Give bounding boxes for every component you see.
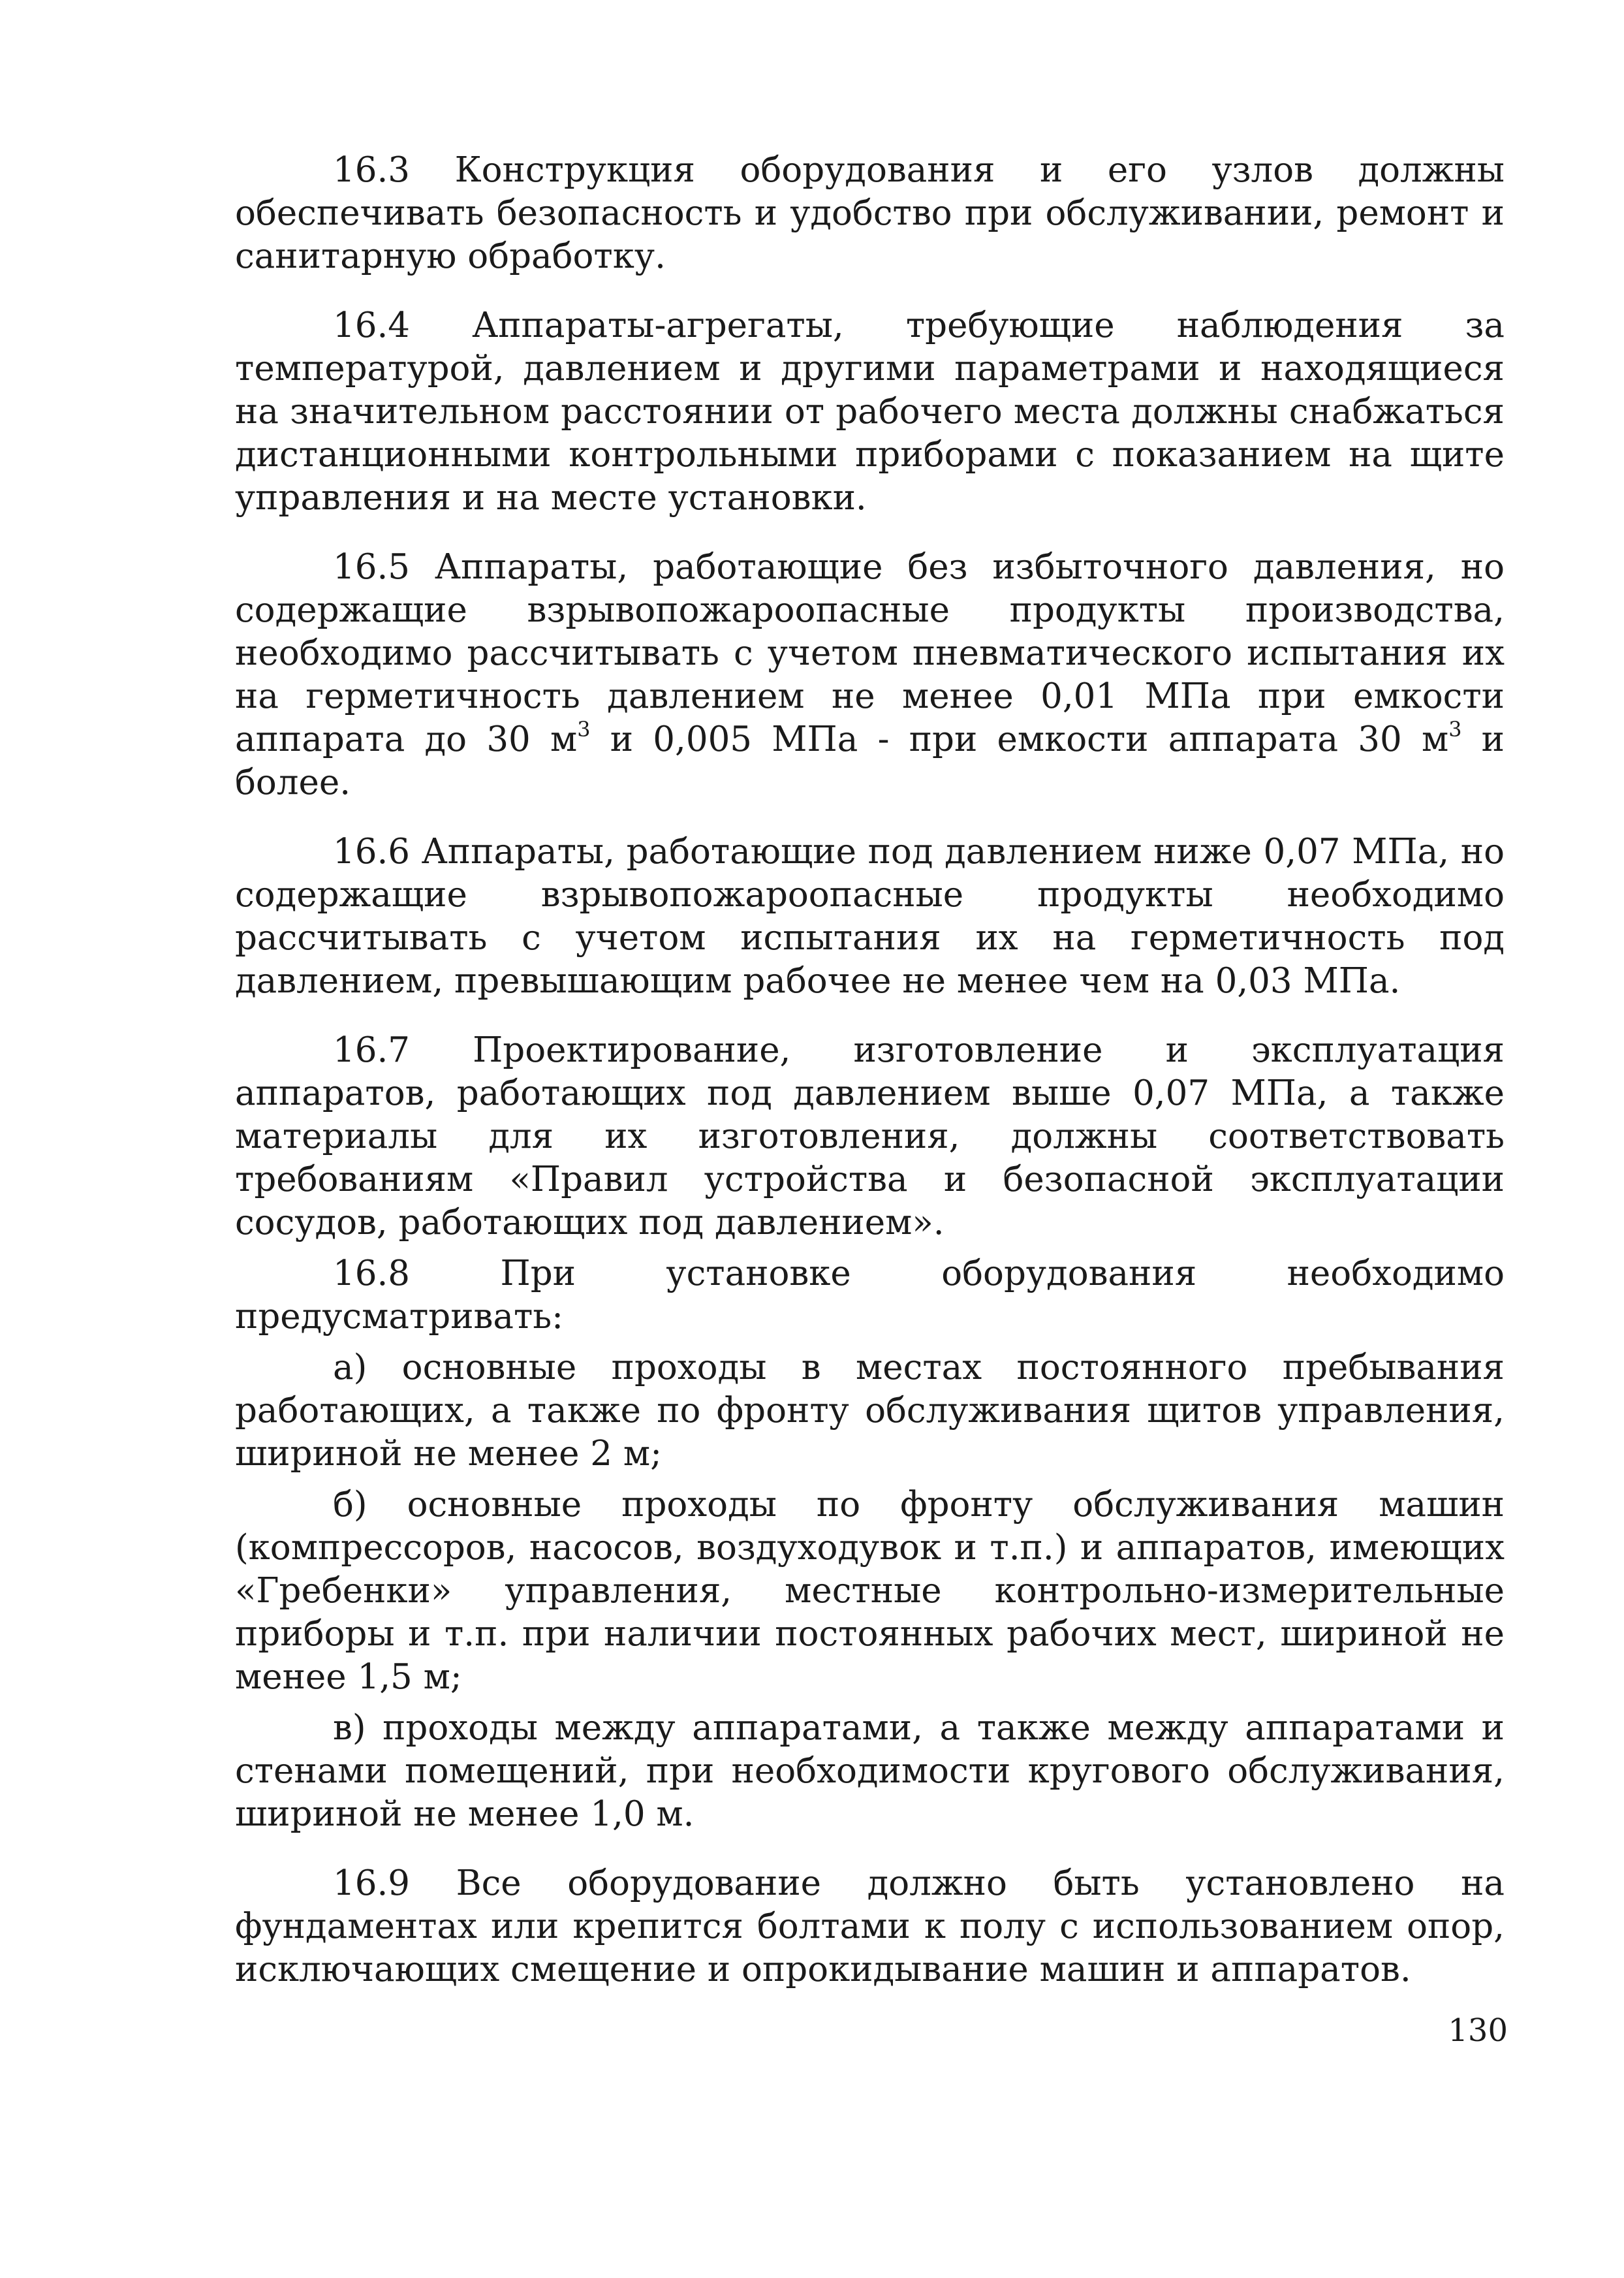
paragraph-16-5-end: и более.	[235, 720, 1505, 802]
paragraph-16-9: 16.9 Все оборудование должно быть установлено на фундаментах или крепится болтами к полу с использованием опор, исключающих смещение и опрокидывание машин и аппаратов.	[235, 1863, 1505, 1989]
list-item-v: в) проходы между аппаратами, а также между аппаратами и стенами помещений, при необходимости кругового обслуживания, шириной не менее 1,0 м.	[235, 1708, 1505, 1834]
superscript-3: 3	[1448, 717, 1462, 742]
list-item-a: а) основные проходы в местах постоянного пребывания работающих, а также по фронту обслуживания щитов управления, шириной не менее 2 м;	[235, 1348, 1505, 1474]
body-text	[235, 149, 1505, 1991]
superscript-3: 3	[577, 717, 591, 742]
paragraph-16-7: 16.7 Проектирование, изготовление и эксплуатация аппаратов, работающих под давлением выше 0,07 МПа, а также материалы для их изготовления, должны соответствовать требованиям «Правил устройства и безопасной эксплуатации сосудов, работающих под давлением».	[235, 1030, 1505, 1242]
paragraph-16-5	[235, 546, 1505, 804]
paragraph-16-3: 16.3 Конструкция оборудования и его узлов должны обеспечивать безопасность и удобство при обслуживании, ремонт и санитарную обработку.	[235, 150, 1505, 276]
page-number: 130	[1448, 2012, 1508, 2049]
list-item-b: б) основные проходы по фронту обслуживания машин (компрессоров, насосов, воздуходувок и т.п.) и аппаратов, имеющих «Гребенки» управления, местные контрольно-измерительные приборы и т.п. при наличии постоянных рабочих мест, шириной не менее 1,5 м;	[235, 1485, 1505, 1697]
paragraph-16-5-main: 16.5 Аппараты, работающие без избыточного давления, но содержащие взрывопожароопасные продукты производства, необходимо рассчитывать с учетом пневматического испытания их на герметичность давлением не менее 0,01 МПа при емкости аппарата до 30 м	[235, 547, 1505, 759]
paragraph-16-8: 16.8 При установке оборудования необходимо предусматривать:	[235, 1254, 1505, 1337]
paragraph-16-6: 16.6 Аппараты, работающие под давлением ниже 0,07 МПа, но содержащие взрывопожароопасные продукты необходимо рассчитывать с учетом испытания их на герметичность под давлением, превышающим рабочее не менее чем на 0,03 МПа.	[235, 832, 1505, 1001]
paragraph-16-5-mid: и 0,005 МПа - при емкости аппарата 30 м	[590, 720, 1449, 759]
paragraph-16-4: 16.4 Аппараты-агрегаты, требующие наблюдения за температурой, давлением и другими параметрами и находящиеся на значительном расстоянии от рабочего места должны снабжаться дистанционными контрольными приборами с показанием на щите управления и на месте установки.	[235, 306, 1505, 518]
